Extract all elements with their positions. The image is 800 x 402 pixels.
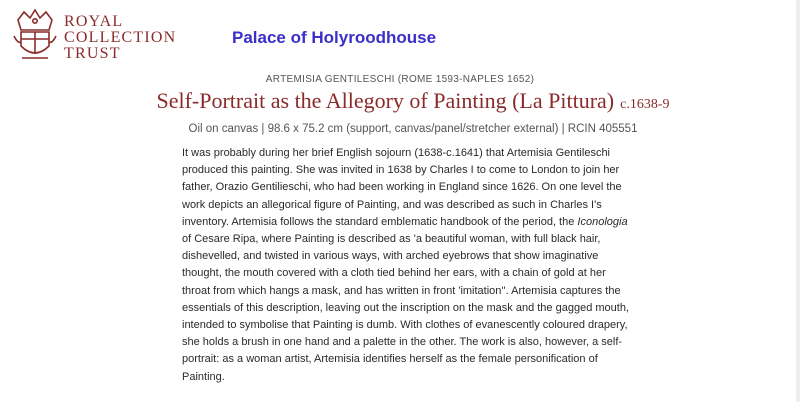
logo-line-royal: ROYAL xyxy=(64,13,124,30)
description-text-part1: It was probably during her brief English sojourn (1638-c.1641) that Artemisia Gentileschi produced this painting. She was invited in 1638 by Charles I to come to London to join her father, Orazio Gentilieschi, who had been working in England since 1626. On one level the work depicts an allegorical figure of Painting, and was described as such in Charles I's inventory. Artemisia follows the standard emblematic handbook of the period, the xyxy=(182,147,622,228)
description-text-part2: of Cesare Ripa, where Painting is described as 'a beautiful woman, with full black hair, dishevelled, and twisted in various ways, with arched eyebrows that show imaginative thought, the mouth covered with a cloth tied behind her ears, with a chain of gold at her throat from which hangs a mask, and has written in front 'imitation''. Artemisia captures the essentials of this description, leaving out the inscription on the mask and the gagged mouth, intended to symbolise that Painting is dumb. With clothes of evanescently coloured drapery, she holds a brush in one hand and a palette in the other. The work is also, however, a self-portrait: as a woman artist, Artemisia identifies herself as the female personification of Painting. xyxy=(182,233,629,383)
artist-name: ARTEMISIA GENTILESCHI (ROME 1593-NAPLES 1652) xyxy=(265,74,535,85)
artwork-title-line xyxy=(0,88,800,114)
artwork-date: c.1638-9 xyxy=(620,97,670,112)
royal-collection-trust-logo[interactable] xyxy=(12,8,182,64)
description-paragraph xyxy=(182,145,632,386)
description-italic-title: Iconologia xyxy=(577,215,628,228)
page-scrollbar[interactable] xyxy=(796,0,800,402)
logo-line-trust: TRUST xyxy=(64,45,121,62)
artwork-title: Self-Portrait as the Allegory of Painting (La Pittura) xyxy=(156,88,615,113)
artwork-description xyxy=(182,145,632,386)
royal-crest-icon xyxy=(12,8,58,62)
venue-heading: Palace of Holyroodhouse xyxy=(232,28,437,47)
logo-line-collection: COLLECTION xyxy=(64,29,177,46)
logo-wordmark xyxy=(64,14,176,62)
artwork-details: Oil on canvas | 98.6 x 75.2 cm (support, canvas/panel/stretcher external) | RCIN 405551 xyxy=(188,123,638,135)
